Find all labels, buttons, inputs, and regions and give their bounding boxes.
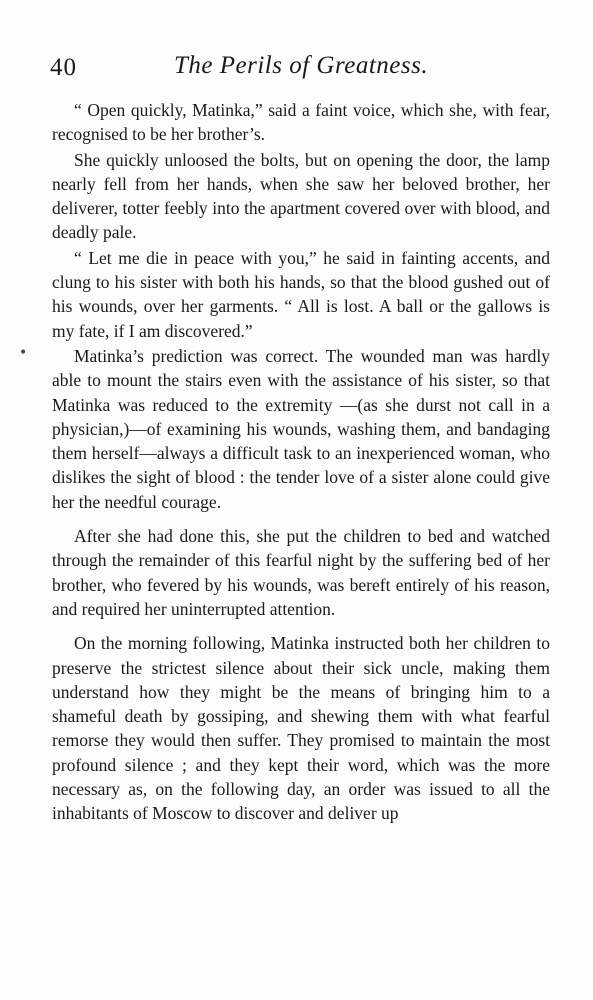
body-text bbox=[52, 98, 550, 826]
page-number: 40 bbox=[50, 54, 77, 81]
paragraph: “ Let me die in peace with you,” he said in fainting accents, and clung to his sister with both his hands, so that the blood gushed out of his wounds, over her garments. “ All is lost. A ball or the gallows is my fate, if I am discovered.” bbox=[52, 247, 550, 341]
paragraph: Matinka’s prediction was correct. The wounded man was hardly able to mount the stairs even with the assistance of his sister, so that Matinka was reduced to the extremity —(as she durst not call in a physician,)—of examining his wounds, washing them, and bandaging them herself—always a difficult task to an inexperienced woman, who dislikes the sight of blood : the tender love of a sister alone could give her the needful courage. bbox=[52, 345, 550, 512]
margin-mark: • bbox=[19, 345, 28, 361]
page-header bbox=[50, 52, 550, 84]
paragraph: After she had done this, she put the children to bed and watched through the remainder of this fearful night by the suffering bed of her brother, who fevered by his wounds, was bereft entirely of his reason, and required her uninterrupted attention. bbox=[52, 526, 550, 619]
paragraph: “ Open quickly, Matinka,” said a faint voice, which she, with fear, recognised to be her brother’s. bbox=[52, 100, 550, 145]
paragraph: On the morning following, Matinka instructed both her children to preserve the strictest silence about their sick uncle, making them understand how they might be the means of bringing him to a shameful death by gossiping, and shewing them with what fearful remorse they would then suffer. They promised to maintain the most profound silence ; and they kept their word, which was the more necessary as, on the following day, an order was issued to all the inhabitants of Moscow to discover and deliver up bbox=[52, 633, 550, 824]
paragraph: She quickly unloosed the bolts, but on opening the door, the lamp nearly fell from her hands, when she saw her beloved brother, her deliverer, totter feebly into the apartment covered over with blood, and deadly pale. bbox=[52, 149, 550, 243]
running-title: The Perils of Greatness. bbox=[174, 52, 429, 79]
